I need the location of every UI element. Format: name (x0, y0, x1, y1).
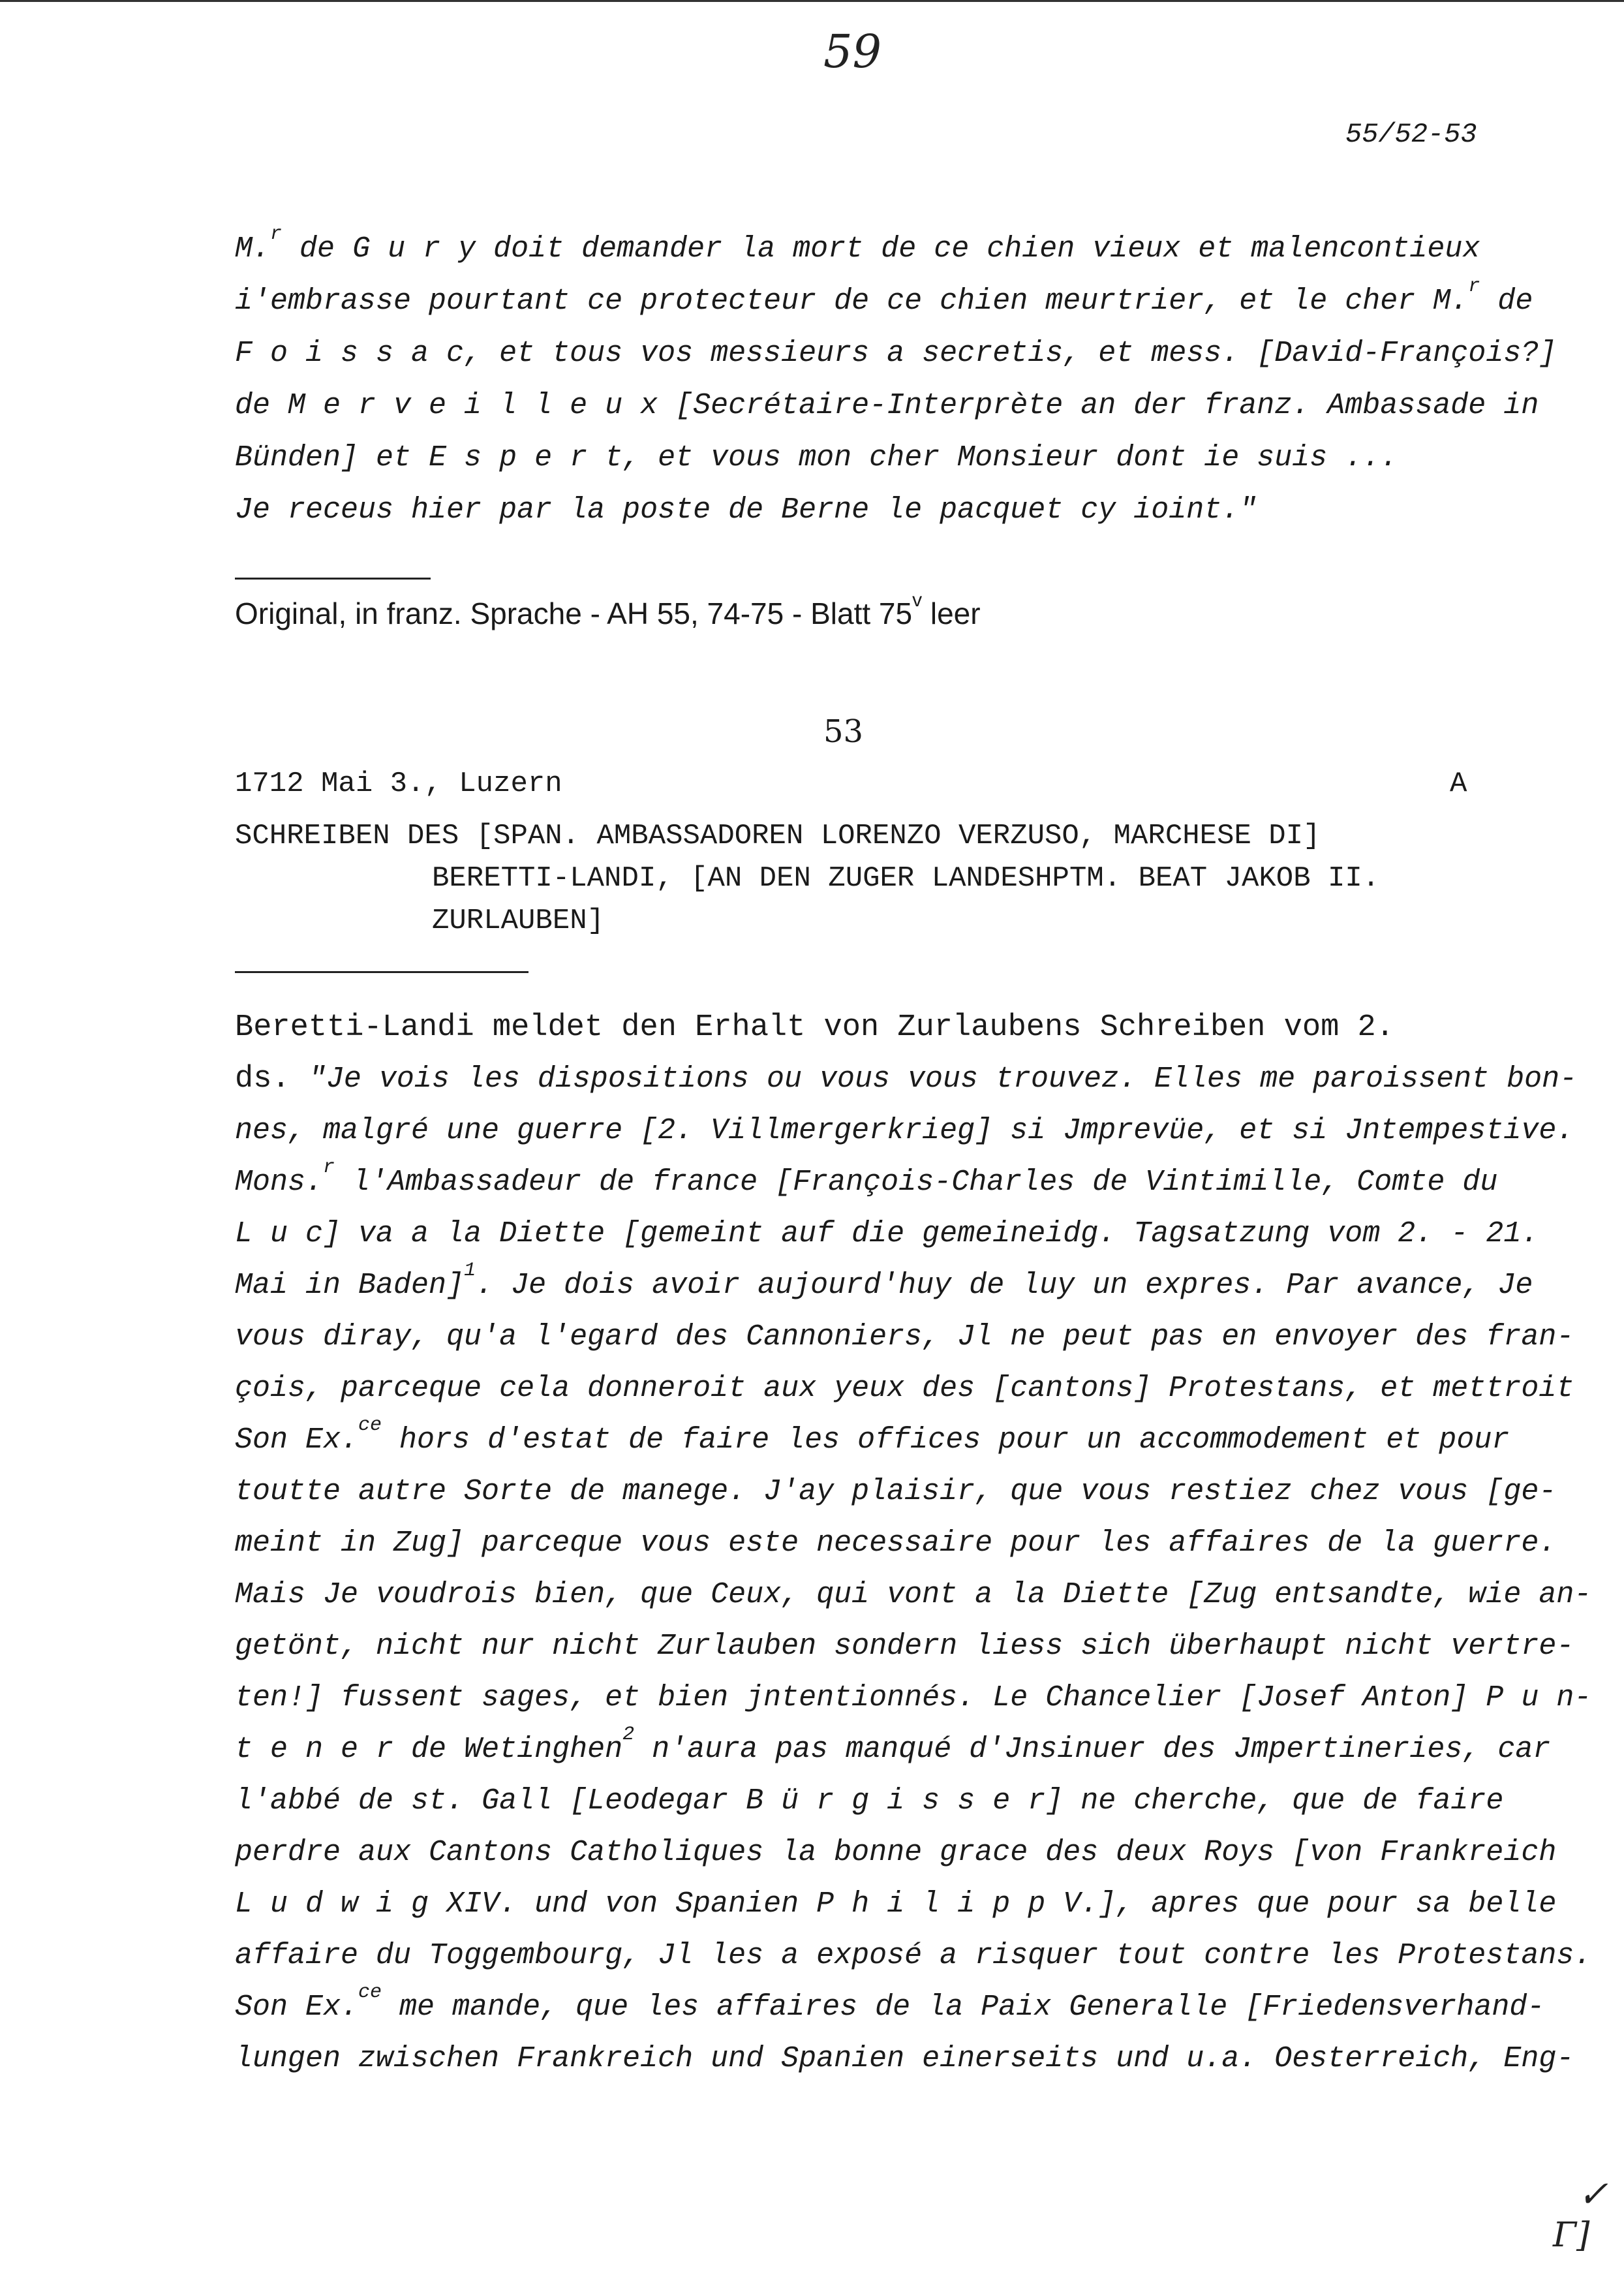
body-line-11: Mais Je voudrois bien, que Ceux, qui vont a la Diette [Zug entsandte, wie an- (235, 1578, 1592, 1611)
prev-letter-line-6: Je receus hier par la poste de Berne le pacquet cy ioint." (235, 493, 1257, 527)
body-line-9: toutte autre Sorte de manege. J'ay plaisir, que vous restiez chez vous [ge- (235, 1475, 1557, 1508)
body-line-8: Son Ex.$^{ce}$ hors d'estat de faire les offices pour un accommodement et pour (235, 1414, 1510, 1457)
body-line-19: Son Ex.$^{ce}$ me mande, que les affaires de la Paix Generalle [Friedensverhand- (235, 1981, 1545, 2024)
prev-letter-line-1: M.$^r$ de G u r y doit demander la mort de ce chien vieux et malencontieux (235, 223, 1480, 266)
body-line-13: ten!] fussent sages, et bien jntentionnés. Le Chancelier [Josef Anton] P u n- (235, 1681, 1592, 1714)
entry-heading-line-3: ZURLAUBEN] (432, 905, 605, 937)
entry-date-place: 1712 Mai 3., Luzern (235, 767, 562, 800)
body-line-10: meint in Zug] parceque vous este necessaire pour les affaires de la guerre. (235, 1527, 1557, 1560)
body-line-20: lungen zwischen Frankreich und Spanien einerseits und u.a. Oesterreich, Eng- (235, 2042, 1574, 2075)
prev-letter-line-4: de M e r v e i l l e u x [Secrétaire-Interprète an der franz. Ambassade in (235, 389, 1539, 422)
heading-rule (235, 971, 529, 973)
body-line-17: L u d w i g XIV. und von Spanien P h i l i p p V.], apres que pour sa belle (235, 1887, 1557, 1921)
body-line-6: vous diray, qu'a l'egard des Cannoniers, Jl ne peut pas en envoyer des fran- (235, 1320, 1574, 1354)
body-line-1: ds. "Je vois les dispositions ou vous vous trouvez. Elles me paroissent bon- (235, 1062, 1578, 1096)
body-line-15: l'abbé de st. Gall [Leodegar B ü r g i s s e r] ne cherche, que de faire (235, 1784, 1504, 1818)
body-line-4: L u c] va a la Diette [gemeint auf die gemeineidg. Tagsatzung vom 2. - 21. (235, 1217, 1539, 1250)
body-line-18: affaire du Toggembourg, Jl les a exposé a risquer tout contre les Protestans. (235, 1939, 1592, 1972)
source-note: Original, in franz. Sprache - AH 55, 74-75 - Blatt 75$^v$ leer (235, 589, 981, 630)
footnote-rule-1 (235, 578, 431, 580)
body-line-12: getönt, nicht nur nicht Zurlauben sondern liess sich überhaupt nicht vertre- (235, 1630, 1574, 1663)
entry-heading-line-1: SCHREIBEN DES [SPAN. AMBASSADOREN LORENZO VERZUSO, MARCHESE DI] (235, 820, 1321, 852)
handwritten-page-number: 59 (823, 25, 882, 78)
bracket-mark: Γ] (1553, 2216, 1590, 2255)
document-reference: 55/52-53 (1345, 119, 1477, 150)
prev-letter-line-3: F o i s s a c, et tous vos messieurs a secretis, et mess. [David-François?] (235, 337, 1557, 370)
prev-letter-line-2: i'embrasse pourtant ce protecteur de ce chien meurtrier, et le cher M.$^r$ de (235, 275, 1533, 318)
top-border-line (0, 0, 1624, 2)
entry-intro: Beretti-Landi meldet den Erhalt von Zurlaubens Schreiben vom 2. (235, 1010, 1394, 1045)
body-line-14: t e n e r de Wetinghen$^2$ n'aura pas manqué d'Jnsinuer des Jmpertineries, car (235, 1724, 1551, 1766)
body-line-3: Mons.$^r$ l'Ambassadeur de france [François-Charles de Vintimille, Comte du (235, 1156, 1498, 1199)
body-line-5: Mai in Baden]$^1$. Je dois avoir aujourd'huy de luy un expres. Par avance, Je (235, 1260, 1533, 1302)
check-mark: ✓ (1578, 2173, 1608, 2216)
entry-type-mark: A (1450, 767, 1467, 800)
body-line-16: perdre aux Cantons Catholiques la bonne grace des deux Roys [von Frankreich (235, 1836, 1557, 1869)
entry-number: 53 (823, 713, 864, 750)
prev-letter-line-5: Bünden] et E s p e r t, et vous mon cher Monsieur dont ie suis ... (235, 441, 1398, 474)
body-line-7: çois, parceque cela donneroit aux yeux des [cantons] Protestans, et mettroit (235, 1372, 1574, 1405)
entry-heading-line-2: BERETTI-LANDI, [AN DEN ZUGER LANDESHPTM. BEAT JAKOB II. (432, 862, 1380, 895)
body-line-2: nes, malgré une guerre [2. Villmergerkrieg] si Jmprevüe, et si Jntempestive. (235, 1114, 1574, 1147)
